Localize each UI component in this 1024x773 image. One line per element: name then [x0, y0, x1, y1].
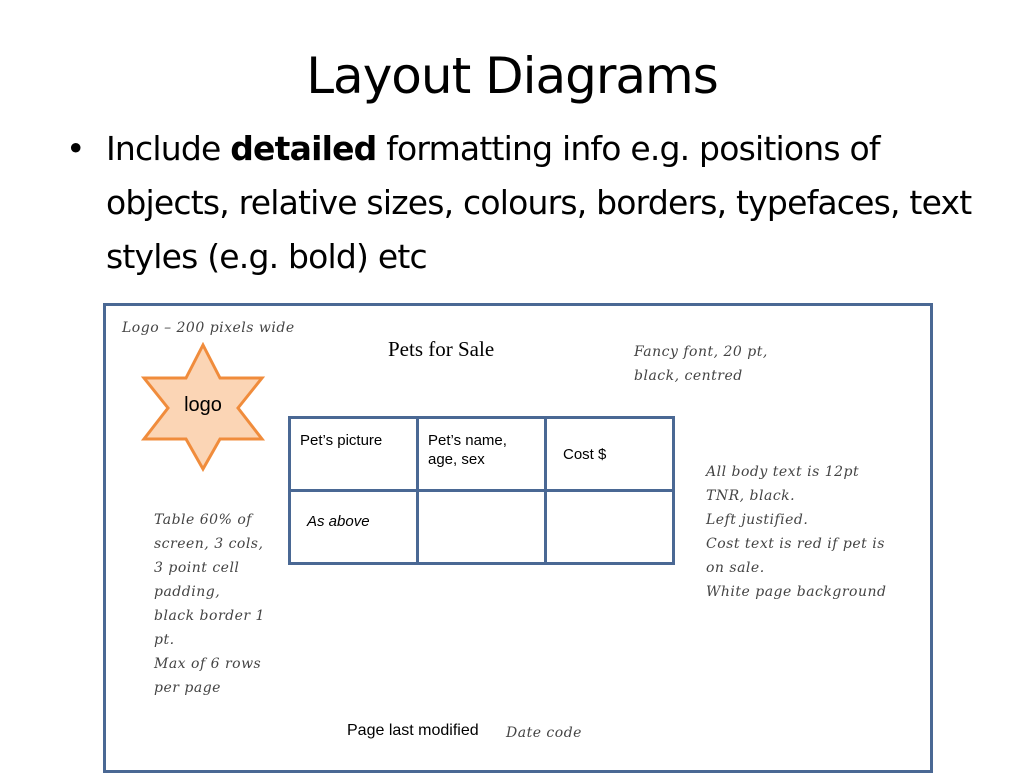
body-note-line: Left justified.	[706, 512, 809, 528]
sample-page-title: Pets for Sale	[388, 337, 495, 361]
slide-title: Layout Diagrams	[306, 47, 718, 105]
body-note-line: All body text is 12pt	[706, 464, 860, 480]
table-cell: Cost $	[546, 418, 674, 491]
table-cell: Pet’s name, age, sex	[418, 418, 546, 491]
bullet-text	[106, 122, 986, 284]
footer-last-modified: Page last modified	[347, 722, 479, 739]
table-note-line: black border 1	[154, 608, 265, 624]
table-note-line: Max of 6 rows	[154, 656, 262, 672]
footer-date-note: Date code	[506, 725, 582, 741]
table-cell: As above	[290, 491, 418, 564]
table-note-line: Table 60% of	[154, 512, 252, 528]
table-note-line: padding,	[154, 584, 221, 600]
body-note-line: Cost text is red if pet is	[706, 536, 885, 552]
logo-note: Logo – 200 pixels wide	[122, 320, 295, 336]
table-note	[154, 508, 284, 700]
body-text-note	[706, 460, 926, 604]
bullet-bold-word: detailed	[230, 129, 377, 168]
table-note-line: per page	[154, 680, 221, 696]
heading-note-line: black, centred	[634, 368, 743, 384]
bullet-rest: formatting info e.g. positions of objects, relative sizes, colours, borders, typefaces, text styles (e.g. bold) etc	[106, 129, 972, 276]
body-note-line: White page background	[706, 584, 887, 600]
table-cell	[418, 491, 546, 564]
bullet-prefix: Include	[106, 129, 231, 168]
logo-label: logo	[184, 394, 222, 416]
table-note-line: pt.	[154, 632, 175, 648]
table-row	[290, 491, 674, 564]
heading-note-line: Fancy font, 20 pt,	[634, 344, 768, 360]
heading-note	[634, 340, 834, 388]
body-note-line: on sale.	[706, 560, 765, 576]
table-note-line: 3 point cell	[154, 560, 240, 576]
table-note-line: screen, 3 cols,	[154, 536, 264, 552]
table-cell: Pet’s picture	[290, 418, 418, 491]
table-row	[290, 418, 674, 491]
table-cell	[546, 491, 674, 564]
sample-table	[288, 416, 675, 565]
body-note-line: TNR, black.	[706, 488, 796, 504]
bullet-dot: •	[66, 129, 85, 168]
